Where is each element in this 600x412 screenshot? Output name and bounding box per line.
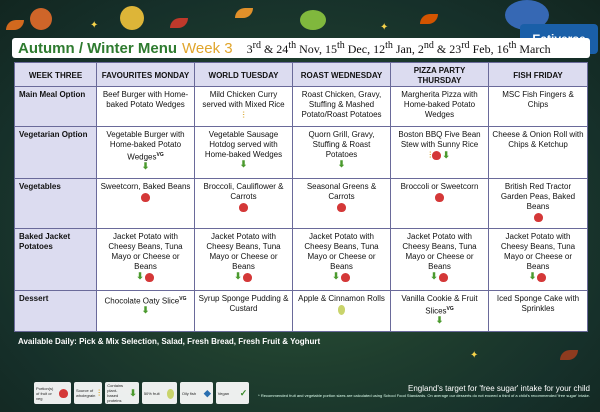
fruit-veg-icon [337,203,346,212]
row-label: Main Meal Option [15,87,97,127]
plant-protein-icon: ⬇ [136,271,144,282]
nutrition-icons [100,272,191,282]
menu-item-text: Beef Burger with Home-baked Potato Wedges [102,90,189,109]
wholegrain-icon: ⫶ [98,387,101,398]
menu-cell [293,229,391,290]
nutrition-icons [492,212,584,222]
menu-cell [391,126,489,179]
fruit-veg-icon [534,213,543,222]
menu-cell [489,229,588,290]
legend-item [216,382,250,404]
menu-cell [489,126,588,179]
menu-item-text: Jacket Potato with Cheesy Beans, Tuna Mayo or Cheese or Beans [206,232,281,272]
menu-item-text: Jacket Potato with Cheesy Beans, Tuna Mayo or Cheese or Beans [304,232,379,272]
corner-header: WEEK THREE [15,63,97,87]
menu-item-text: Vegetable Sausage Hotdog served with Home-baked Wedges [204,129,283,159]
wholegrain-icon: ⫶ [242,110,245,120]
sugar-target-title: England's target for 'free sugar' intake for your child [407,384,590,393]
week-label: Week 3 [182,39,233,57]
menu-cell [97,290,195,332]
legend-item [180,382,213,404]
menu-item-text: Cheese & Onion Roll with Chips & Ketchup [492,129,584,149]
legend-label: Source of wholegrain [76,388,96,398]
vegan-badge: VG [179,295,187,302]
plant-protein-icon: ⬇ [239,158,248,169]
vegan-badge: VG [446,305,454,312]
plant-protein-icon: ⬇ [234,271,242,282]
plant-protein-icon: ⬇ [332,271,340,282]
leaf-decoration [235,8,253,18]
nutrition-icons [198,202,289,212]
nutrition-icons [100,162,191,172]
nutrition-icons [394,316,485,326]
menu-title [18,40,233,57]
wholegrain-icon: ⫶ [429,149,432,160]
menu-header [12,38,590,58]
menu-item-text: Boston BBQ Five Bean Stew with Sunny Rice [398,129,481,149]
nutrition-icons [198,110,289,121]
menu-item-text: Chocolate Oaty Slice [104,296,180,306]
legend-item [34,382,71,404]
nutrition-icons [198,160,289,170]
plant-protein-icon: ⬇ [528,271,537,282]
menu-item-text: Syrup Sponge Pudding & Custard [198,293,289,313]
planet-decoration [30,8,52,30]
menu-cell [391,179,489,229]
menu-item-text: Quorn Grill, Gravy, Stuffing & Roast Potatoes [308,129,375,159]
menu-cell [489,87,588,127]
nutrition-icons [296,160,387,170]
menu-item-text: Vegetable Burger with Home-baked Potato Wedges [106,129,185,162]
menu-cell [195,126,293,179]
menu-cell [489,179,588,229]
plant-protein-icon: ⬇ [442,149,450,160]
table-row [15,126,588,179]
menu-cell [195,179,293,229]
leaf-decoration [6,20,24,30]
menu-cell [293,179,391,229]
legend-label: Contains plant-based proteins [107,383,124,403]
menu-cell [293,290,391,332]
fruit-veg-icon [435,193,444,202]
nutrition-icons [198,272,289,282]
fruit-veg-icon [243,273,252,282]
column-header: PIZZA PARTY THURSDAY [391,63,489,87]
table-header-row [15,63,588,87]
legend-item [74,382,102,404]
column-header: FISH FRIDAY [489,63,588,87]
plant-protein-icon: ⬇ [435,315,444,326]
vegan-icon: ✓ [239,387,248,398]
column-header: ROAST WEDNESDAY [293,63,391,87]
menu-item-text: Vanilla Cookie & Fruit Slices [401,293,478,316]
menu-item-text: Seasonal Greens & Carrots [306,182,377,202]
legend-label: 50% fruit [143,390,160,396]
leaf-decoration [560,350,578,360]
table-row [15,290,588,332]
fruit-veg-icon [341,273,350,282]
nutrition-icons [492,272,584,282]
menu-cell [391,290,489,332]
star-decoration: ✦ [470,350,479,361]
menu-item-text: Broccoli or Sweetcorn [400,182,479,192]
planet-decoration [300,10,326,30]
oily-fish-icon: ◆ [203,387,211,398]
menu-item-text: Margherita Pizza with Home-baked Potato Wedges [401,90,478,119]
fruit-veg-icon [537,273,546,282]
nutrition-icons [394,272,485,282]
legend [34,382,249,404]
menu-cell [195,290,293,332]
nutrition-icons [394,192,485,202]
leaf-decoration [170,18,188,28]
legend-label: Portion(s) of fruit or veg [36,385,54,401]
column-header: WORLD TUESDAY [195,63,293,87]
menu-cell [195,87,293,127]
row-label: Dessert [15,290,97,332]
row-label: Baked Jacket Potatoes [15,229,97,290]
table-row [15,179,588,229]
menu-item-text: Jacket Potato with Cheesy Beans, Tuna Mayo or Cheese or Beans [500,232,576,272]
star-decoration: ✦ [90,20,99,31]
menu-dates: 3rd & 24th Nov, 15th Dec, 12th Jan, 2nd & 23rd Feb, 16th March [246,39,551,56]
menu-cell [97,229,195,290]
available-daily: Available Daily: Pick & Mix Selection, Salad, Fresh Bread, Fresh Fruit & Yoghurt [18,337,321,346]
fruit-icon [338,305,345,315]
nutrition-icons [100,192,191,202]
table-row [15,87,588,127]
row-label: Vegetables [15,179,97,229]
legend-label: Oily fish [181,390,197,396]
menu-cell [97,179,195,229]
menu-cell [391,229,489,290]
menu-item-text: Jacket Potato with Cheesy Beans, Tuna Mayo or Cheese or Beans [108,232,183,272]
nutrition-icons [394,150,485,161]
nutrition-icons [100,306,191,316]
menu-item-text: Iced Sponge Cake with Sprinkles [496,293,580,313]
mascot-decoration [120,6,144,30]
fruit-icon [167,389,174,399]
plant-protein-icon: ⬇ [337,158,346,169]
menu-item-text: Apple & Cinnamon Rolls [298,293,385,303]
menu-cell [391,87,489,127]
nutrition-icons [296,272,387,282]
row-label: Vegetarian Option [15,126,97,179]
star-decoration: ✦ [380,22,389,33]
menu-item-text: British Red Tractor Garden Peas, Baked Beans [500,182,576,212]
legend-item [105,382,139,404]
plant-protein-icon: ⬇ [430,271,438,282]
column-header: FAVOURITES MONDAY [97,63,195,87]
leaf-decoration [420,14,438,24]
plant-protein-icon: ⬇ [141,305,150,316]
fruit-veg-icon [239,203,248,212]
fruit-veg-icon [59,389,68,398]
menu-table [14,62,588,332]
fruit-veg-icon [141,193,150,202]
menu-item-text: Sweetcorn, Baked Beans [100,182,191,192]
menu-cell [97,87,195,127]
plant-protein-icon: ⬇ [141,161,150,172]
fruit-veg-icon [439,273,448,282]
table-row [15,229,588,290]
sugar-target [258,384,590,398]
menu-title-text: Autumn / Winter Menu [18,39,178,57]
menu-item-text: Jacket Potato with Cheesy Beans, Tuna Mayo or Cheese or Beans [402,232,477,272]
sugar-target-note: * Recommended fruit and vegetable portion sizes are calculated using School Food Standards. On average our desserts do not exceed a third of a child's recommended 'free sugar' intake. [258,393,590,398]
menu-item-text: Mild Chicken Curry served with Mixed Rice [202,90,285,109]
menu-cell [489,290,588,332]
fruit-veg-icon [145,273,154,282]
vegan-badge: VG [156,151,164,158]
fruit-veg-icon [432,151,441,160]
menu-cell [195,229,293,290]
menu-item-text: Broccoli, Cauliflower & Carrots [203,182,284,202]
nutrition-icons [296,304,387,315]
plant-protein-icon: ⬇ [129,387,137,398]
menu-item-text: MSC Fish Fingers & Chips [502,90,574,109]
menu-cell [293,126,391,179]
nutrition-icons [296,202,387,212]
menu-cell [293,87,391,127]
legend-label: Vegan [217,390,230,396]
legend-item [142,382,177,404]
menu-item-text: Roast Chicken, Gravy, Stuffing & Mashed Potato/Roast Potatoes [301,90,382,119]
menu-cell [97,126,195,179]
